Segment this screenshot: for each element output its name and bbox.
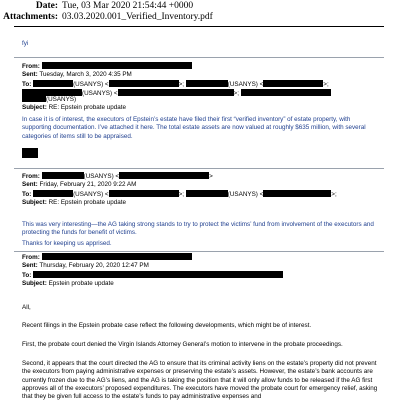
email-1-divider bbox=[14, 57, 384, 58]
email-3-sent-row bbox=[22, 262, 382, 270]
to-label: To: bbox=[22, 272, 32, 279]
to-recipient-text: (USANYS) < bbox=[73, 191, 109, 198]
from-label: From: bbox=[22, 173, 40, 180]
email-1-sent-row bbox=[22, 71, 382, 79]
letter-paragraph-3: Second, it appears that the court directed the AG to ensure that its criminal activity liens on the estate’s property did not prevent the executors from paying administrative expenses or preserving the estate’s assets. However, the estate’s bank accounts are currently frozen due to the AG’s liens, and the AG is taking the position that it will only allow funds to be released if the AG first approves all of the executors’ proposed expenditures. The executors have moved the probate court for emergency relief, asking that they be given full access to the estate’s funds to pay administrative expenses and bbox=[22, 360, 378, 401]
to-recipient-text: (USANYS) < bbox=[227, 81, 264, 88]
attachments-label: Attachments: bbox=[3, 12, 58, 22]
to-separator: >; bbox=[323, 81, 329, 88]
letter-greeting: All, bbox=[22, 304, 31, 311]
redaction-block bbox=[42, 62, 192, 69]
subject-value: RE: Epstein probate update bbox=[48, 104, 126, 111]
from-separator: > bbox=[209, 173, 213, 180]
email-3-divider bbox=[14, 251, 384, 252]
letter-paragraph-2: First, the probate court denied the Virgin Islands Attorney General’s motion to intervene in the probate proceedings. bbox=[22, 341, 343, 348]
to-separator: >; bbox=[233, 90, 239, 97]
sent-value: Friday, February 21, 2020 9:22 AM bbox=[39, 181, 137, 188]
redaction-block bbox=[33, 80, 73, 87]
redaction-block bbox=[119, 172, 209, 179]
subject-label: Subject: bbox=[22, 199, 47, 206]
from-label: From: bbox=[22, 254, 40, 261]
redaction-block bbox=[109, 80, 179, 87]
email-1-to-row bbox=[22, 80, 382, 89]
email-2-to-row bbox=[22, 190, 382, 199]
from-label: From: bbox=[22, 63, 40, 70]
email-2-from-row bbox=[22, 172, 382, 181]
redaction-block bbox=[263, 80, 323, 87]
subject-label: Subject: bbox=[22, 104, 47, 111]
subject-value: Epstein probate update bbox=[48, 280, 114, 287]
redaction-block bbox=[263, 190, 331, 197]
header-date-row bbox=[0, 1, 400, 12]
header-divider bbox=[14, 26, 384, 27]
from-sender-text: (USANYS) < bbox=[83, 173, 120, 180]
sent-label: Sent: bbox=[22, 71, 38, 78]
sent-label: Sent: bbox=[22, 262, 38, 269]
to-recipient-text: (USANYS) bbox=[46, 96, 77, 103]
email-1-from-row bbox=[22, 62, 382, 71]
sent-value: Thursday, February 20, 2020 12:47 PM bbox=[39, 262, 149, 269]
redaction-block bbox=[109, 190, 179, 197]
to-separator: >; bbox=[178, 191, 185, 198]
redaction-block bbox=[33, 190, 73, 197]
to-recipient-text: (USANYS) < bbox=[227, 191, 264, 198]
header-attachments-row bbox=[0, 12, 400, 23]
to-separator: >; bbox=[178, 81, 185, 88]
fyi-text: fyi bbox=[22, 40, 29, 47]
signature-redaction bbox=[22, 148, 38, 158]
email-1-to-row-3 bbox=[22, 95, 382, 104]
email-2-sent-row bbox=[22, 181, 382, 189]
redaction-block bbox=[42, 253, 192, 260]
to-label: To: bbox=[22, 191, 32, 198]
email-1-body: In case it is of interest, the executors of Epstein’s estate have filed their first “verified inventory” of estate property, with supporting documentation. I’ve attached it here. The total estate assets are now valued at roughly $635 million, with several categories of items still to be appraised. bbox=[22, 116, 366, 140]
attachments-value[interactable]: 03.03.2020.001_Verified_Inventory.pdf bbox=[62, 12, 213, 22]
redaction-block bbox=[22, 95, 46, 102]
email-2-body: This was very interesting—the AG taking strong stands to try to protect the victims’ fund from involvement of the executors and protecting the funds for benefit of victims. bbox=[22, 221, 374, 237]
redaction-block bbox=[186, 80, 228, 87]
email-3-from-row bbox=[22, 253, 382, 262]
to-label: To: bbox=[22, 81, 32, 88]
sent-value: Tuesday, March 3, 2020 4:35 PM bbox=[39, 71, 132, 78]
email-2-body-2: Thanks for keeping us apprised. bbox=[22, 240, 112, 247]
email-3-to-row bbox=[22, 271, 382, 280]
date-label: Date: bbox=[35, 1, 58, 11]
email-1-subject-row bbox=[22, 104, 382, 112]
subject-value: RE: Epstein probate update bbox=[48, 199, 126, 206]
email-2-subject-row bbox=[22, 199, 382, 207]
to-recipient-text: (USANYS) < bbox=[82, 90, 118, 97]
sent-label: Sent: bbox=[22, 181, 38, 188]
letter-paragraph-1: Recent filings in the Epstein probate case reflect the following developments, which might be of interest. bbox=[22, 322, 312, 329]
email-2-divider bbox=[14, 168, 384, 169]
to-recipient-text: (USANYS) < bbox=[73, 81, 109, 88]
email-3-subject-row bbox=[22, 280, 382, 288]
to-separator: >; bbox=[331, 191, 337, 198]
date-value: Tue, 03 Mar 2020 21:54:44 +0000 bbox=[62, 1, 194, 11]
redaction-block bbox=[42, 172, 84, 179]
redaction-block bbox=[186, 190, 228, 197]
redaction-block bbox=[33, 271, 283, 278]
subject-label: Subject: bbox=[22, 280, 47, 287]
